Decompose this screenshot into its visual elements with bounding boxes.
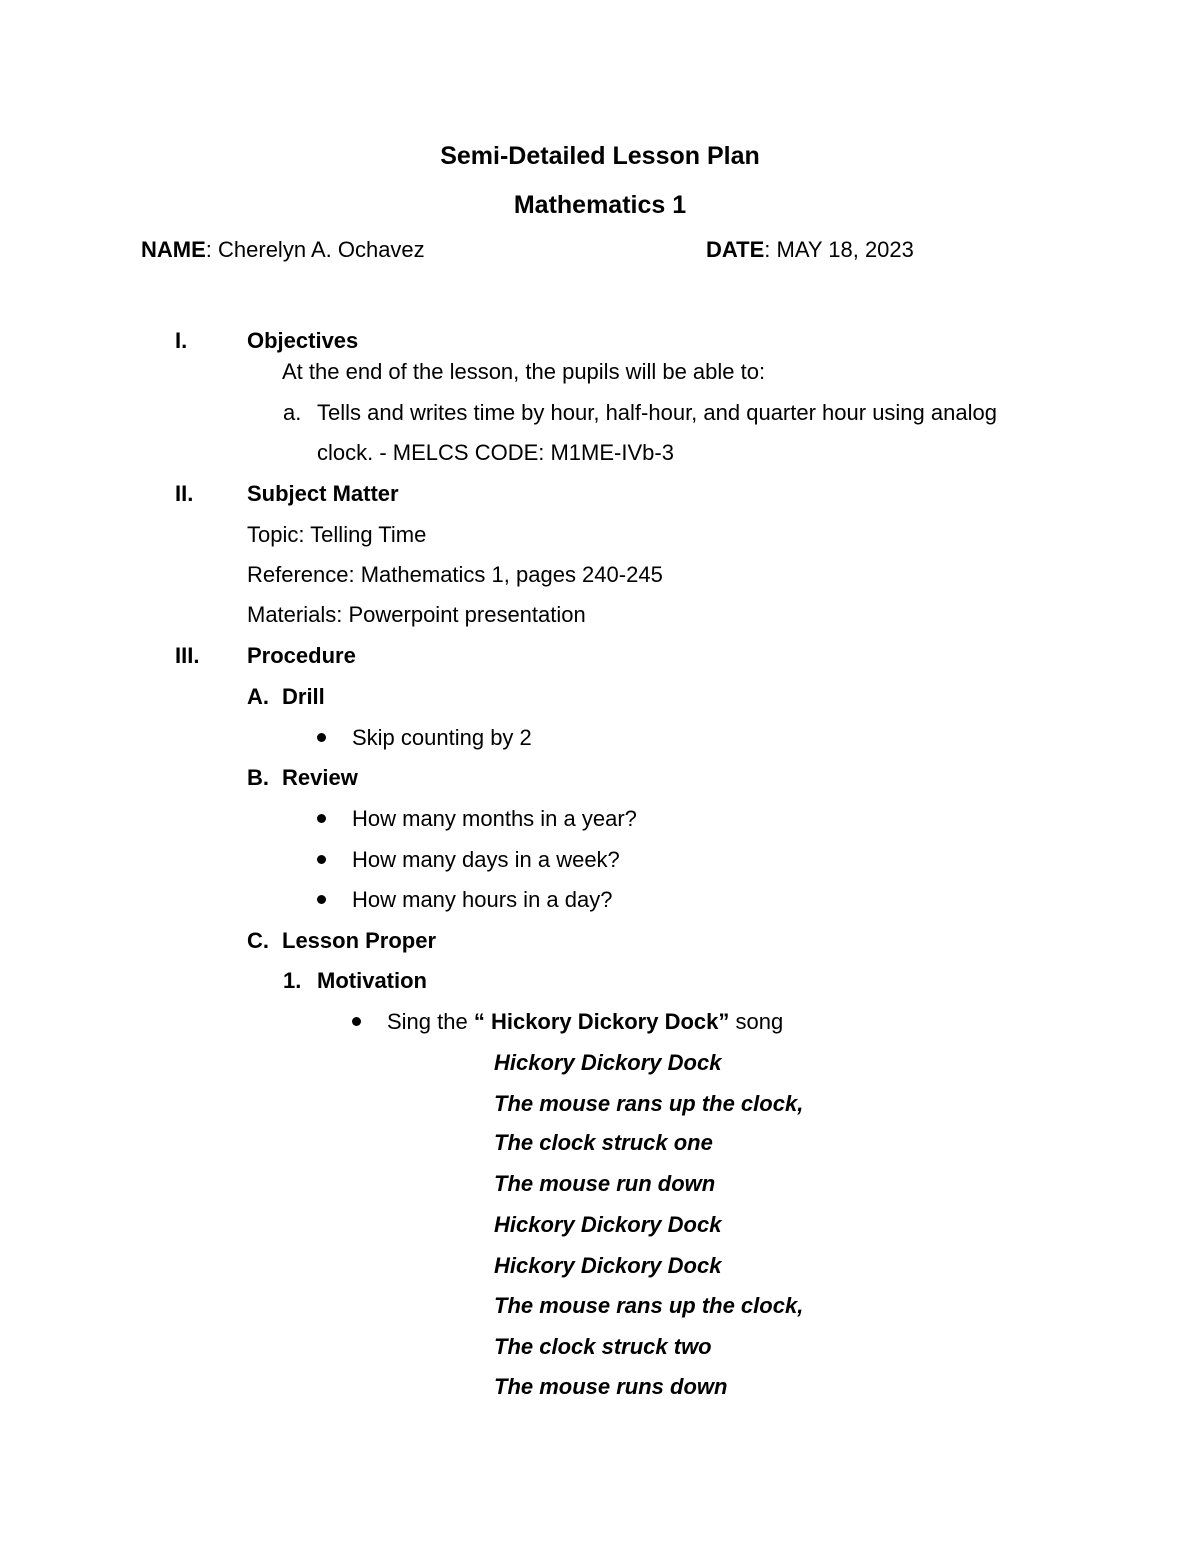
objectives-heading: Objectives: [247, 328, 359, 353]
subject-materials: Materials: Powerpoint presentation: [247, 602, 586, 627]
sing-suffix: song: [729, 1009, 784, 1034]
lyric-line: The mouse run down: [494, 1171, 716, 1196]
sing-prefix: Sing the: [387, 1009, 474, 1034]
motivation-marker: 1.: [283, 968, 302, 993]
drill-heading: Drill: [282, 684, 325, 709]
subject-topic: Topic: Telling Time: [247, 522, 427, 547]
review-item: How many hours in a day?: [352, 887, 613, 912]
drill-item: Skip counting by 2: [352, 725, 532, 750]
name-line: [141, 237, 425, 263]
song-title: “ Hickory Dickory Dock”: [473, 1009, 730, 1034]
lesson-proper-marker: C.: [247, 928, 269, 953]
name-label: NAME: [141, 237, 206, 262]
lyric-line: The mouse rans up the clock,: [494, 1091, 804, 1116]
bullet-icon: [352, 1017, 361, 1026]
bullet-icon: [317, 855, 326, 864]
review-heading: Review: [282, 765, 358, 790]
lyric-line: Hickory Dickory Dock: [494, 1212, 722, 1237]
lesson-proper-heading: Lesson Proper: [282, 928, 437, 953]
date-value: : MAY 18, 2023: [764, 237, 914, 262]
lyric-line: Hickory Dickory Dock: [494, 1253, 722, 1278]
lyric-line: The clock struck one: [494, 1130, 713, 1155]
procedure-heading: Procedure: [247, 643, 356, 668]
name-value: : Cherelyn A. Ochavez: [205, 237, 425, 262]
procedure-numeral: III.: [175, 643, 200, 668]
date-line: [706, 237, 914, 263]
drill-marker: A.: [247, 684, 269, 709]
review-item: How many months in a year?: [352, 806, 637, 831]
lyric-line: The clock struck two: [494, 1334, 712, 1359]
bullet-icon: [317, 814, 326, 823]
document-subtitle: Mathematics 1: [513, 191, 687, 219]
review-item: How many days in a week?: [352, 847, 620, 872]
bullet-icon: [317, 895, 326, 904]
lyric-line: The mouse runs down: [494, 1374, 728, 1399]
objective-item-line2: clock. - MELCS CODE: M1ME-IVb-3: [317, 440, 674, 465]
date-label: DATE: [706, 237, 765, 262]
document-title: Semi-Detailed Lesson Plan: [440, 142, 760, 170]
subject-matter-heading: Subject Matter: [247, 481, 399, 506]
review-marker: B.: [247, 765, 269, 790]
subject-reference: Reference: Mathematics 1, pages 240-245: [247, 562, 663, 587]
lyric-line: The mouse rans up the clock,: [494, 1293, 804, 1318]
objectives-intro: At the end of the lesson, the pupils will be able to:: [282, 359, 766, 384]
objectives-numeral: I.: [175, 328, 188, 353]
subject-matter-numeral: II.: [175, 481, 194, 506]
bullet-icon: [317, 733, 326, 742]
objective-item-marker: a.: [283, 400, 302, 425]
motivation-item: [387, 1009, 783, 1035]
objective-item-line1: Tells and writes time by hour, half-hour, and quarter hour using analog: [317, 400, 997, 425]
lyric-line: Hickory Dickory Dock: [494, 1050, 722, 1075]
motivation-heading: Motivation: [317, 968, 427, 993]
